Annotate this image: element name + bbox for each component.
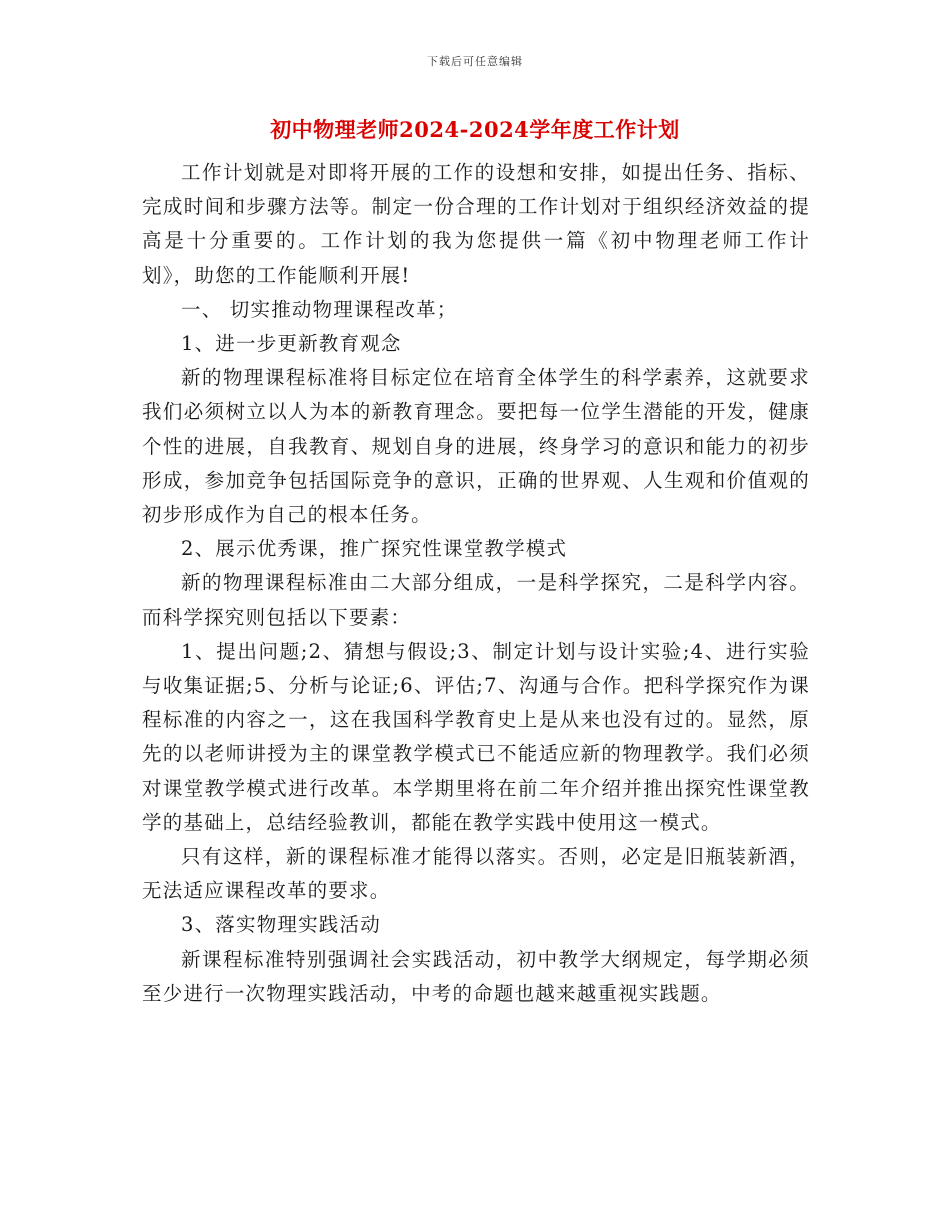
document-body [142,156,810,1011]
body-paragraph: 只有这样，新的课程标准才能得以落实。否则，必定是旧瓶装新酒，无法适应课程改革的要求。 [142,845,810,903]
subsection-heading-1: 1、进一步更新教育观念 [181,332,402,356]
document-title: 初中物理老师2024-2024学年度工作计划 [270,117,680,142]
body-paragraph: 新课程标准特别强调社会实践活动，初中教学大纲规定，每学期必须至少进行一次物理实践活动，中考的命题也越来越重视实践题。 [142,947,810,1005]
section-heading-1: 一、 切实推动物理课程改革； [181,297,458,321]
header-note: 下载后可任意编辑 [427,55,523,68]
subsection-heading-2: 2、展示优秀课，推广探究性课堂教学模式 [181,537,568,561]
body-paragraph: 新的物理课程标准将目标定位在培育全体学生的科学素养，这就要求我们必须树立以人为本的新教育理念。要把每一位学生潜能的开发，健康个性的进展，自我教育、规划自身的进展，终身学习的意识和能力的初步形成，参加竞争包括国际竞争的意识，正确的世界观、人生观和价值观的初步形成作为自己的根本任务。 [142,366,810,527]
body-paragraph: 新的物理课程标准由二大部分组成，一是科学探究，二是科学内容。而科学探究则包括以下要素： [142,571,810,629]
intro-paragraph: 工作计划就是对即将开展的工作的设想和安排，如提出任务、指标、完成时间和步骤方法等。制定一份合理的工作计划对于组织经济效益的提高是十分重要的。工作计划的我为您提供一篇《初中物理老师工作计划》，助您的工作能顺利开展! [142,161,810,287]
body-paragraph: 1、提出问题;2、猜想与假设;3、制定计划与设计实验;4、进行实验与收集证据;5、分析与论证;6、评估;7、沟通与合作。把科学探究作为课程标准的内容之一，这在我国科学教育史上是从来也没有过的。显然，原先的以老师讲授为主的课堂教学模式已不能适应新的物理教学。我们必须对课堂教学模式进行改革。本学期里将在前二年介绍并推出探究性课堂教学的基础上，总结经验教训，都能在教学实践中使用这一模式。 [142,639,810,834]
subsection-heading-3: 3、落实物理实践活动 [181,913,381,937]
